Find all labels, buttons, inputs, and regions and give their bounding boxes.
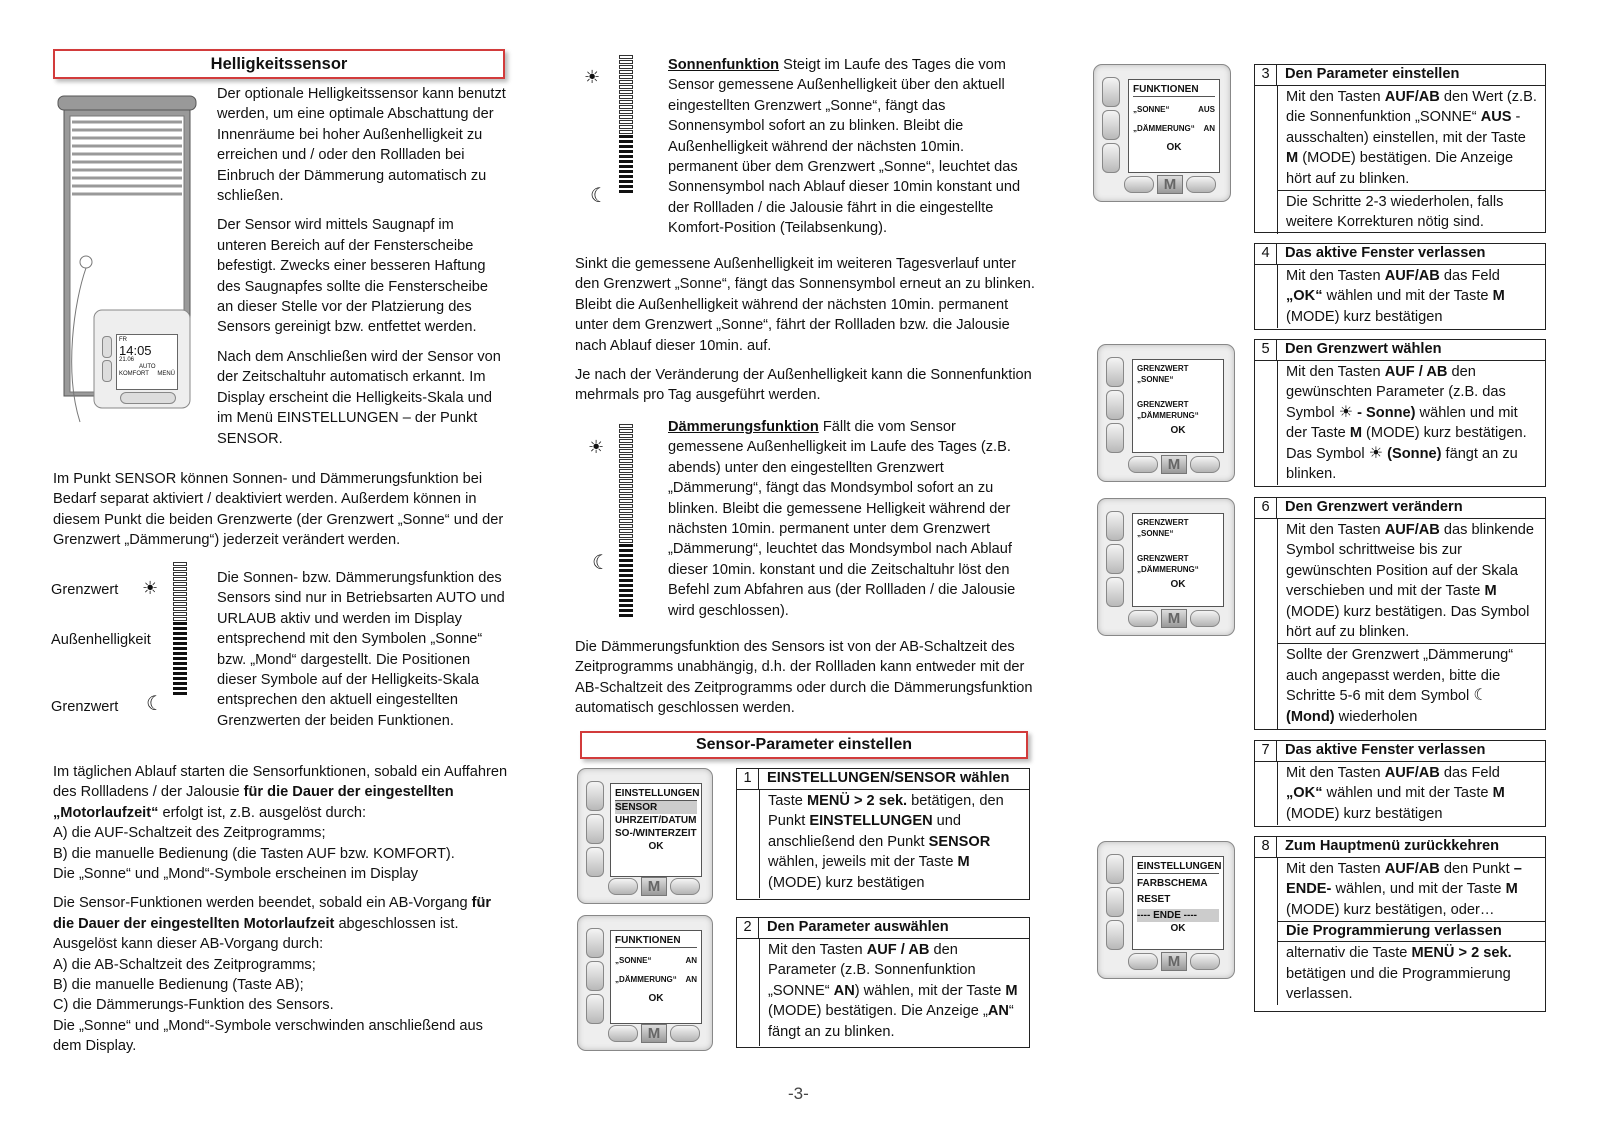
device-screen-einstellungen: EINSTELLUNGEN SENSOR UHRZEIT/DATUM SO-/WINTERZEIT OK M — [577, 768, 713, 904]
m-button[interactable]: M — [1161, 952, 1187, 971]
left-paragraph-6: Im täglichen Ablauf starten die Sensorfunktionen, sobald ein Auffahren des Rollladens / der Jalousie für die Dauer der eingestellten „Motorlaufzeit“ erfolgt ist, z.B. ausgelöst durch: — [53, 764, 508, 821]
left-paragraph-2: Der Sensor wird mittels Saugnapf im unteren Bereich auf der Fensterscheibe befestigt. Zwecks einer besseren Haftung des Saugnapfes sollte die Fensterscheibe an dieser Stelle vor der Platzierung des Sensors gereinigt bzw. entfettet werden. — [217, 217, 488, 336]
right-arrow-key[interactable] — [670, 878, 700, 895]
up-key[interactable] — [1102, 77, 1120, 107]
step-7: 7 Das aktive Fenster verlassen Mit den Tasten AUF/AB das Feld „OK“ wählen und mit der Taste M (MODE) kurz bestätigen — [1254, 740, 1546, 827]
down-key[interactable] — [586, 994, 604, 1024]
m-button[interactable]: M — [1161, 609, 1187, 628]
moon-icon: ☾ — [146, 693, 164, 715]
middle-paragraph-4: Die Dämmerungsfunktion des Sensors ist von der AB-Schaltzeit des Zeitprogramms unabhängig, d.h. der Rollladen kann entweder mit der AB-Schaltzeit des Zeitprogramms oder durch die Dämmerungsfunktion automatisch geschlossen werden. — [575, 639, 1033, 717]
up-key[interactable] — [1106, 854, 1124, 884]
device-date: 21.06 — [119, 357, 135, 363]
moon-icon: ☾ — [592, 552, 610, 574]
down-key[interactable] — [1106, 577, 1124, 607]
m-button[interactable]: M — [1161, 455, 1187, 474]
sonnen-scale — [619, 55, 633, 195]
mid-key[interactable] — [1106, 544, 1124, 574]
left-arrow-key[interactable] — [1128, 610, 1158, 627]
left-paragraph-4: Im Punkt SENSOR können Sonnen- und Dämmerungsfunktion bei Bedarf separat aktiviert / deaktiviert werden. Außerdem können in diesem Punkt die beiden Grenzwerte (der Grenzwert „Sonne“ und der Grenzwert „Dämmerung“) jederzeit verändert werden. — [53, 471, 504, 549]
device-auto: AUTO — [139, 364, 156, 370]
left-p7-b: B) die manuelle Bedienung (Taste AB); — [53, 977, 304, 994]
up-key[interactable] — [1106, 511, 1124, 541]
device-screen-grenzwert-6: GRENZWERT „SONNE“ GRENZWERT „DÄMMERUNG“ OK M — [1097, 498, 1235, 636]
left-p7-c: C) die Dämmerungs-Funktion des Sensors. — [53, 997, 334, 1014]
step-4: 4 Das aktive Fenster verlassen Mit den Tasten AUF/AB das Feld „OK“ wählen und mit der Taste M (MODE) kurz bestätigen — [1254, 243, 1546, 330]
sonnenfunktion-text: Sonnenfunktion Steigt im Laufe des Tages die vom Sensor gemessene Außenhelligkeit über den aktuell eingestellten Grenzwert „Sonne“, fängt das Sonnensymbol sofort an zu blinken. Bleibt die Außenhelligkeit während der nächsten 10min. permanent über dem Grenzwert „Sonne“, leuchtet das Sonnensymbol nach Ablauf dieser 10min konstant und der Rollladen / die Jalousie fährt in die eingestellte Komfort-Position (Teilabsenkung). — [668, 57, 1021, 237]
sun-icon: ☀ — [142, 578, 159, 598]
sun-icon: ☀ — [1368, 444, 1384, 462]
left-arrow-key[interactable] — [608, 878, 638, 895]
label-aussenhelligkeit: Außenhelligkeit — [51, 632, 151, 648]
step-1: 1 EINSTELLUNGEN/SENSOR wählen Taste MENÜ > 2 sek. betätigen, den Punkt EINSTELLUNGEN und anschließend den Punkt SENSOR wählen, jeweils mit der Taste M (MODE) kurz bestätigen — [736, 768, 1030, 900]
device-time: 14:05 — [119, 343, 152, 358]
moon-icon: ☾ — [590, 185, 608, 207]
section-title-sensor-parameter: Sensor-Parameter einstellen — [580, 731, 1028, 759]
right-arrow-key[interactable] — [1190, 953, 1220, 970]
mid-key[interactable] — [1106, 887, 1124, 917]
sun-icon: ☀ — [1338, 403, 1354, 421]
label-grenzwert-daemmerung: Grenzwert — [51, 699, 119, 715]
mid-key[interactable] — [1106, 390, 1124, 420]
m-button[interactable]: M — [1157, 175, 1183, 194]
down-key[interactable] — [1106, 423, 1124, 453]
step-6: 6 Den Grenzwert verändern Mit den Tasten AUF/AB das blinkende Symbol schrittweise bis zur gewünschten Position auf der Skala verschieben und mit der Taste M (MODE) kurz bestätigen. Das Symbol hört auf zu blinken. Sollte der Grenzwert „Dämmerung“ auch angepasst werden, bitte die Schritte 5-6 mit dem Symbol ☾ (Mond) wiederholen — [1254, 497, 1546, 730]
left-paragraph-7: Die Sensor-Funktionen werden beendet, sobald ein AB-Vorgang für die Dauer der eingestellten Motorlaufzeit abgeschlossen ist. Ausgelöst kann dieser AB-Vorgang durch: — [53, 895, 492, 953]
section-title-helligkeitssensor: Helligkeitssensor — [53, 49, 505, 79]
left-p6-a: A) die AUF-Schaltzeit des Zeitprogramms; — [53, 825, 326, 842]
left-p6-b: B) die manuelle Bedienung (die Tasten AUF bzw. KOMFORT). — [53, 845, 455, 862]
device-screen-grenzwert-5: GRENZWERT „SONNE“ GRENZWERT „DÄMMERUNG“ OK M — [1097, 344, 1235, 482]
left-paragraph-3: Nach dem Anschließen wird der Sensor von der Zeitschaltuhr automatisch erkannt. Im Display erscheint die Helligkeits-Skala und im Menü EINSTELLUNGEN – der Punkt SENSOR. — [217, 348, 501, 447]
device-komfort: KOMFORT — [119, 371, 149, 377]
step-3: 3 Den Parameter einstellen Mit den Tasten AUF/AB den Wert (z.B. die Sonnenfunktion „SONNE“ AUS - ausschalten) einstellen, mit der Taste M (MODE) bestätigen. Die Anzeige hört auf zu blinken. Die Schritte 2-3 wiederholen, falls weitere Korrekturen nötig sind. — [1254, 64, 1546, 233]
right-arrow-key[interactable] — [1186, 176, 1216, 193]
brightness-scale — [173, 562, 187, 697]
label-grenzwert-sonne: Grenzwert — [51, 582, 119, 598]
middle-paragraph-2: Sinkt die gemessene Außenhelligkeit im weiteren Tagesverlauf unter den Grenzwert „Sonne“, fängt das Sonnensymbol erneut an zu blinken. Bleibt die Außenhelligkeit während der nächsten 10min. permanent unter dem Grenzwert „Sonne“, fährt der Rollladen bzw. die Jalousie nach Ablauf dieser 10min. auf. — [575, 256, 1035, 354]
device-menu: MENÜ — [157, 371, 175, 377]
right-arrow-key[interactable] — [1190, 610, 1220, 627]
up-key[interactable] — [586, 928, 604, 958]
left-paragraph-1: Der optionale Helligkeitssensor kann benutzt werden, um eine optimale Abschattung der Innenräume bei hoher Außenhelligkeit zu erreichen und / oder den Rollladen bei Einbruch der Dämmerung automatisch zu schließen. — [217, 86, 506, 205]
left-arrow-key[interactable] — [1128, 456, 1158, 473]
page-number: -3- — [788, 1084, 809, 1103]
device-screen-einstellungen-ende: EINSTELLUNGEN FARBSCHEMA RESET ---- ENDE ---- OK M — [1097, 841, 1235, 979]
up-key[interactable] — [1106, 357, 1124, 387]
left-arrow-key[interactable] — [1124, 176, 1154, 193]
right-arrow-key[interactable] — [1190, 456, 1220, 473]
left-arrow-key[interactable] — [1128, 953, 1158, 970]
sun-icon: ☀ — [588, 437, 605, 457]
left-p7-a: A) die AB-Schaltzeit des Zeitprogramms; — [53, 956, 316, 973]
m-button[interactable]: M — [641, 877, 667, 896]
small-timer-device — [98, 330, 184, 408]
left-paragraph-5: Die Sonnen- bzw. Dämmerungsfunktion des Sensors sind nur in Betriebsarten AUTO und URLAUB aktiv und werden im Display entsprechend mit den Symbolen „Sonne“ bzw. „Mond“ dargestellt. Die Positionen dieser Symbole auf der Helligkeits-Skala entsprechen den aktuell eingestellten Grenzwerten der beiden Funktionen. — [217, 570, 505, 729]
mid-key[interactable] — [586, 961, 604, 991]
m-button[interactable]: M — [641, 1024, 667, 1043]
daemmerungsfunktion-text: Dämmerungsfunktion Fällt die vom Sensor gemessene Außenhelligkeit im Laufe des Tages (z.B. abends) unter den eingestellten Grenzwert „Dämmerung“, fängt das Mondsymbol sofort an zu blinken. Bleibt die gemessene Helligkeit während der nächsten 10min. permanent unter dem Grenzwert „Dämmerung“, leuchtet das Mondsymbol nach Ablauf dieser 10min. konstant und die Zeitschaltuhr löst den Befehl zum Abfahren aus (der Rollladen / die Jalousie wird geschlossen). — [668, 419, 1016, 619]
device-screen-funktionen-aus: FUNKTIONEN „SONNE“ AUS „DÄMMERUNG“ AN OK M — [1093, 64, 1231, 202]
down-key[interactable] — [1106, 920, 1124, 950]
middle-paragraph-3: Je nach der Veränderung der Außenhelligkeit kann die Sonnenfunktion mehrmals pro Tag ausgeführt werden. — [575, 367, 1032, 404]
device-day: FR — [119, 337, 127, 343]
daemmerung-scale — [619, 424, 633, 619]
sun-icon: ☀ — [584, 67, 601, 87]
left-p6-c: Die „Sonne“ und „Mond“-Symbole erscheinen im Display — [53, 866, 419, 883]
moon-icon: ☾ — [1473, 687, 1488, 705]
left-p7-d: Die „Sonne“ und „Mond“-Symbole verschwinden anschließend aus dem Display. — [53, 1017, 483, 1055]
step-2: 2 Den Parameter auswählen Mit den Tasten AUF / AB den Parameter (z.B. Sonnenfunktion „SONNE“ AN) wählen, mit der Taste M (MODE) bestätigen. Die Anzeige „AN“ fängt an zu blinken. — [736, 917, 1030, 1048]
step-5: 5 Den Grenzwert wählen Mit den Tasten AUF / AB den gewünschten Parameter (z.B. das Symbol ☀ - Sonne) wählen und mit der Taste M (MODE) kurz bestätigen. Das Symbol ☀ (Sonne) fängt an zu blinken. — [1254, 339, 1546, 487]
up-key[interactable] — [586, 781, 604, 811]
step-8: 8 Zum Hauptmenü zurückkehren Mit den Tasten AUF/AB den Punkt –ENDE- wählen, und mit der Taste M (MODE) kurz bestätigen, oder… Die Programmierung verlassen alternativ die Taste MENÜ > 2 sek. betätigen und die Programmierung verlassen. — [1254, 836, 1546, 1012]
down-key[interactable] — [586, 847, 604, 877]
mid-key[interactable] — [586, 814, 604, 844]
down-key[interactable] — [1102, 143, 1120, 173]
device-screen-funktionen: FUNKTIONEN „SONNE“ AN „DÄMMERUNG“ AN OK M — [577, 915, 713, 1051]
left-arrow-key[interactable] — [608, 1025, 638, 1042]
right-arrow-key[interactable] — [670, 1025, 700, 1042]
mid-key[interactable] — [1102, 110, 1120, 140]
